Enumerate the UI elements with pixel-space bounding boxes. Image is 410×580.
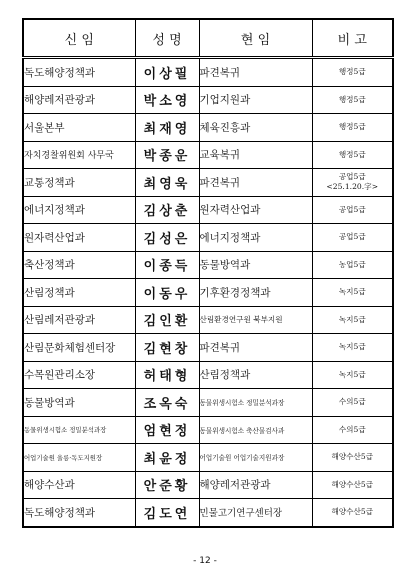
cell-note: 녹지5급 <box>312 306 393 334</box>
header-current-post-label: 신 임 <box>64 32 94 48</box>
cell-note: 해양수산5급 <box>312 499 393 527</box>
cell-current-post: 어업기술원 울릉·독도지원장 <box>23 444 135 472</box>
cell-name: 김인환 <box>135 306 199 334</box>
cell-current-post: 자치경찰위원회 사무국 <box>23 141 135 169</box>
cell-note: 공업5급 <box>312 224 393 252</box>
cell-new-post: 파견복귀 <box>199 58 312 87</box>
cell-current-post: 독도해양정책과 <box>23 58 135 87</box>
cell-current-post: 서울본부 <box>23 114 135 142</box>
cell-name: 최영욱 <box>135 169 199 197</box>
table-row <box>23 389 393 417</box>
note-effective-date: <25.1.20.字> <box>326 182 379 192</box>
cell-note: 행정5급 <box>312 58 393 87</box>
cell-current-post: 산림문화체험센터장 <box>23 334 135 362</box>
table-row <box>23 306 393 334</box>
table-row <box>23 58 393 87</box>
cell-new-post: 에너지정책과 <box>199 224 312 252</box>
cell-new-post: 민물고기연구센터장 <box>199 499 312 527</box>
table-row <box>23 251 393 279</box>
header-name <box>135 19 199 58</box>
header-new-post <box>199 19 312 58</box>
cell-note: 행정5급 <box>312 141 393 169</box>
cell-current-post: 산림레저관광과 <box>23 306 135 334</box>
table-header-row <box>23 19 393 58</box>
cell-note: 행정5급 <box>312 86 393 114</box>
cell-name: 최윤정 <box>135 444 199 472</box>
cell-new-post: 해양레저관광과 <box>199 471 312 499</box>
note-grade: 공업5급 <box>338 172 366 182</box>
cell-current-post: 에너지정책과 <box>23 196 135 224</box>
header-name-label: 성 명 <box>152 32 182 48</box>
cell-name: 김도연 <box>135 499 199 527</box>
cell-name: 엄현정 <box>135 416 199 444</box>
table-row <box>23 361 393 389</box>
cell-name: 안준황 <box>135 471 199 499</box>
cell-name: 이상필 <box>135 58 199 87</box>
cell-current-post: 축산정책과 <box>23 251 135 279</box>
header-note-label: 비 고 <box>337 32 367 48</box>
table-row <box>23 499 393 527</box>
cell-current-post: 동물방역과 <box>23 389 135 417</box>
cell-note: 농업5급 <box>312 251 393 279</box>
table-row <box>23 444 393 472</box>
cell-note: 해양수산5급 <box>312 471 393 499</box>
cell-name: 조옥숙 <box>135 389 199 417</box>
cell-note: 행정5급 <box>312 114 393 142</box>
cell-name: 김현창 <box>135 334 199 362</box>
cell-name: 박소영 <box>135 86 199 114</box>
personnel-table <box>22 18 394 528</box>
header-current-post <box>23 19 135 58</box>
cell-name: 이동우 <box>135 279 199 307</box>
cell-name: 김성은 <box>135 224 199 252</box>
cell-new-post: 어업기술원 어업기술지원과장 <box>199 444 312 472</box>
cell-new-post: 산림환경연구원 북부지원 <box>199 306 312 334</box>
cell-new-post: 파견복귀 <box>199 169 312 197</box>
table-row <box>23 114 393 142</box>
cell-new-post: 동물위생시험소 정밀분석과장 <box>199 389 312 417</box>
cell-new-post: 동물방역과 <box>199 251 312 279</box>
table-row <box>23 416 393 444</box>
cell-note: 수의5급 <box>312 416 393 444</box>
table-row <box>23 86 393 114</box>
cell-note <box>312 169 393 197</box>
table-row <box>23 141 393 169</box>
cell-current-post: 수목원관리소장 <box>23 361 135 389</box>
table-row <box>23 334 393 362</box>
cell-note: 녹지5급 <box>312 334 393 362</box>
cell-current-post: 교통정책과 <box>23 169 135 197</box>
cell-new-post: 기업지원과 <box>199 86 312 114</box>
cell-new-post: 원자력산업과 <box>199 196 312 224</box>
cell-current-post: 독도해양정책과 <box>23 499 135 527</box>
cell-current-post: 원자력산업과 <box>23 224 135 252</box>
cell-current-post: 해양레저관광과 <box>23 86 135 114</box>
cell-name: 박종운 <box>135 141 199 169</box>
table-row <box>23 279 393 307</box>
cell-note: 해양수산5급 <box>312 444 393 472</box>
cell-current-post: 해양수산과 <box>23 471 135 499</box>
table-row <box>23 224 393 252</box>
table-row <box>23 471 393 499</box>
cell-note: 수의5급 <box>312 389 393 417</box>
cell-new-post: 동물위생시험소 축산물검사과 <box>199 416 312 444</box>
table-row <box>23 169 393 197</box>
cell-name: 김상춘 <box>135 196 199 224</box>
cell-current-post: 산림정책과 <box>23 279 135 307</box>
cell-name: 최재영 <box>135 114 199 142</box>
cell-new-post: 산림정책과 <box>199 361 312 389</box>
cell-new-post: 기후환경정책과 <box>199 279 312 307</box>
cell-current-post: 동물위생시험소 정밀분석과장 <box>23 416 135 444</box>
cell-new-post: 교육복귀 <box>199 141 312 169</box>
cell-note: 녹지5급 <box>312 279 393 307</box>
cell-note: 녹지5급 <box>312 361 393 389</box>
header-new-post-label: 현 임 <box>240 32 271 48</box>
cell-name: 이종득 <box>135 251 199 279</box>
cell-new-post: 파견복귀 <box>199 334 312 362</box>
cell-new-post: 체육진흥과 <box>199 114 312 142</box>
cell-note: 공업5급 <box>312 196 393 224</box>
header-note <box>312 19 393 58</box>
cell-name: 허태형 <box>135 361 199 389</box>
page-number: - 12 - <box>193 556 217 566</box>
table-row <box>23 196 393 224</box>
